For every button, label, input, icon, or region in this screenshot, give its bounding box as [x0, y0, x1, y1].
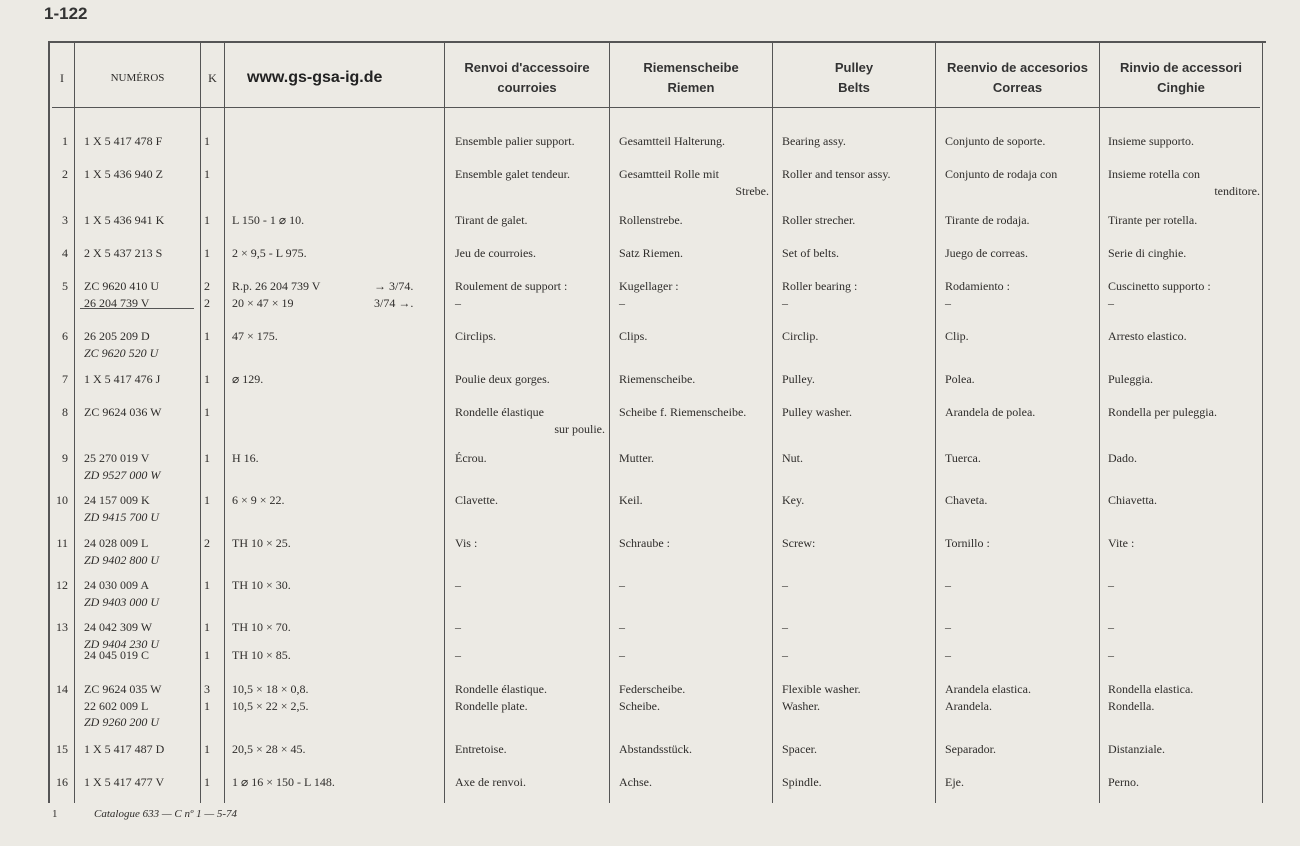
description-it: Dado. — [1108, 451, 1137, 465]
quantity: 1 — [204, 648, 210, 662]
description-es: Eje. — [945, 775, 964, 789]
description-es: Polea. — [945, 372, 975, 386]
description-en: Roller bearing : — [782, 279, 858, 293]
dimension-spec: 10,5 × 18 × 0,8. — [232, 682, 309, 696]
footer-page-number: 1 — [52, 808, 58, 820]
description-it: Perno. — [1108, 775, 1139, 789]
description-de: Kugellager : — [619, 279, 679, 293]
header-german-line1: Riemenscheibe — [643, 60, 739, 75]
description-es: Conjunto de soporte. — [945, 134, 1046, 148]
description-fr: Poulie deux gorges. — [455, 372, 550, 386]
row-index: 11 — [56, 536, 68, 550]
dimension-spec: 10,5 × 22 × 2,5. — [232, 698, 309, 713]
description-fr: Écrou. — [455, 451, 487, 465]
row-index: 4 — [62, 246, 68, 260]
footer — [52, 808, 238, 820]
description-it: – — [1108, 578, 1114, 592]
part-number: 24 042 309 W — [84, 620, 153, 634]
description-de: Abstandsstück. — [619, 742, 692, 756]
description-es: – — [945, 620, 951, 634]
quantity: 1 — [204, 213, 210, 227]
col-divider — [224, 43, 225, 803]
description-fr: Ensemble galet tendeur. — [455, 167, 570, 181]
description-en: Spacer. — [782, 742, 817, 756]
description-es: Arandela. — [945, 698, 992, 713]
col-divider — [935, 43, 936, 803]
part-number: ZC 9624 036 W — [84, 405, 162, 419]
description-it: – — [1108, 295, 1114, 310]
row-index: 9 — [62, 451, 68, 465]
page-number: 1-122 — [44, 4, 88, 23]
description-fr: Ensemble palier support. — [455, 134, 575, 148]
description-de: – — [619, 578, 625, 592]
description-fr: Clavette. — [455, 493, 498, 507]
row-index: 6 — [62, 329, 68, 343]
description-fr: Circlips. — [455, 329, 496, 343]
description-it: – — [1108, 648, 1114, 662]
dimension-spec: R.p. 26 204 739 V — [232, 279, 321, 293]
quantity: 1 — [204, 742, 210, 756]
part-number: ZC 9620 410 U — [84, 279, 159, 293]
description-it: tenditore. — [1214, 183, 1260, 198]
dimension-spec: TH 10 × 30. — [232, 578, 291, 592]
dimension-spec: 6 × 9 × 22. — [232, 493, 285, 507]
header-french-line2: courroies — [497, 80, 557, 95]
description-en: Roller strecher. — [782, 213, 856, 227]
row-index: 8 — [62, 405, 68, 419]
description-en: – — [782, 620, 788, 634]
table-right-border — [1262, 41, 1263, 803]
description-de: Gesamtteil Halterung. — [619, 134, 725, 148]
description-en: Pulley washer. — [782, 405, 852, 419]
description-it: Tirante per rotella. — [1108, 213, 1198, 227]
quantity: 2 — [204, 295, 210, 310]
header-col-i: I — [60, 70, 64, 85]
quantity: 1 — [204, 246, 210, 260]
dimension-spec: H 16. — [232, 451, 259, 465]
header-col-english — [773, 50, 935, 106]
header-col-numeros: NUMÉROS — [110, 72, 165, 84]
description-it: Rondella per puleggia. — [1108, 405, 1217, 419]
header-col-spanish — [936, 50, 1099, 106]
dimension-spec: 1 ⌀ 16 × 150 - L 148. — [232, 775, 335, 789]
part-number: ZD 9527 000 W — [84, 467, 161, 482]
part-number: 1 X 5 436 941 K — [84, 213, 165, 227]
description-fr: Vis : — [455, 536, 478, 550]
quantity: 1 — [204, 134, 210, 148]
col-divider — [1099, 43, 1100, 803]
part-number: 1 X 5 417 478 F — [84, 134, 163, 148]
part-number: 1 X 5 436 940 Z — [84, 167, 163, 181]
description-de: Achse. — [619, 775, 652, 789]
row-index: 12 — [56, 578, 68, 592]
header-col-italian — [1100, 50, 1262, 106]
description-de: Scheibe. — [619, 698, 660, 713]
description-es: Chaveta. — [945, 493, 988, 507]
header-col-french — [445, 50, 609, 106]
description-de: Riemenscheibe. — [619, 372, 696, 386]
description-fr: – — [455, 578, 461, 592]
description-es: Rodamiento : — [945, 279, 1010, 293]
dimension-spec: 2 × 9,5 - L 975. — [232, 246, 307, 260]
dimension-spec: TH 10 × 25. — [232, 536, 291, 550]
header-col-german — [610, 50, 772, 106]
description-fr: Roulement de support : — [455, 279, 568, 293]
part-number: ZD 9404 230 U — [84, 636, 160, 651]
description-en: – — [782, 295, 788, 310]
description-en: Nut. — [782, 451, 803, 465]
description-fr: Rondelle élastique. — [455, 682, 547, 696]
description-en: Washer. — [782, 698, 821, 713]
description-de: Keil. — [619, 493, 643, 507]
quantity: 1 — [204, 167, 210, 181]
description-en: Flexible washer. — [782, 682, 861, 696]
quantity: 1 — [204, 698, 210, 713]
description-de: Rollenstrebe. — [619, 213, 683, 227]
description-en: Circlip. — [782, 329, 819, 343]
row-index: 10 — [56, 493, 68, 507]
part-number: 26 205 209 D — [84, 329, 150, 343]
description-es: Clip. — [945, 329, 969, 343]
part-number: ZD 9260 200 U — [84, 715, 160, 729]
col-divider — [74, 43, 75, 803]
description-fr: Tirant de galet. — [455, 213, 528, 227]
description-en: Roller and tensor assy. — [782, 167, 891, 181]
description-de: Clips. — [619, 329, 648, 343]
header-col-k: K — [208, 70, 217, 85]
description-de: Scheibe f. Riemenscheibe. — [619, 405, 747, 419]
description-de: Schraube : — [619, 536, 670, 550]
part-number: 22 602 009 L — [84, 698, 149, 713]
description-es: Arandela de polea. — [945, 405, 1036, 419]
description-fr: – — [455, 648, 461, 662]
header-spanish-line2: Correas — [992, 80, 1043, 95]
header-italian-line2: Cinghie — [1157, 80, 1205, 95]
description-es: Tuerca. — [945, 451, 981, 465]
description-en: Spindle. — [782, 775, 822, 789]
dimension-spec: 20 × 47 × 19 — [232, 295, 294, 310]
description-en: Set of belts. — [782, 246, 839, 260]
description-de: – — [619, 648, 625, 662]
date-arrow: → 3/74. — [374, 279, 414, 293]
description-es: Tornillo : — [945, 536, 990, 550]
row-index: 7 — [62, 372, 68, 386]
part-number: 2 X 5 437 213 S — [84, 246, 163, 260]
dimension-spec: ⌀ 129. — [232, 372, 264, 386]
description-de: Satz Riemen. — [619, 246, 683, 260]
description-fr: Rondelle élastique — [455, 405, 544, 419]
col-divider — [200, 43, 201, 803]
description-es: – — [945, 578, 951, 592]
quantity: 1 — [204, 451, 210, 465]
description-en: Pulley. — [782, 372, 815, 386]
col-divider — [609, 43, 610, 803]
description-de: – — [619, 295, 625, 310]
header-french-line1: Renvoi d'accessoire — [464, 60, 590, 75]
description-it: Rondella elastica. — [1108, 682, 1194, 696]
part-number: 1 X 5 417 487 D — [84, 742, 165, 756]
part-number: 25 270 019 V — [84, 451, 150, 465]
row-index: 5 — [62, 279, 68, 293]
description-de: Strebe. — [735, 183, 769, 198]
header-spanish-line1: Reenvio de accesorios — [947, 60, 1088, 75]
col-divider — [772, 43, 773, 803]
description-es: Tirante de rodaja. — [945, 213, 1030, 227]
description-en: – — [782, 578, 788, 592]
description-es: Arandela elastica. — [945, 682, 1031, 696]
col-divider — [444, 43, 445, 803]
quantity: 1 — [204, 620, 210, 634]
dimension-spec: TH 10 × 85. — [232, 648, 291, 662]
description-it: Distanziale. — [1108, 742, 1165, 756]
description-fr: Axe de renvoi. — [455, 775, 526, 789]
dimension-spec: TH 10 × 70. — [232, 620, 291, 634]
description-es: – — [945, 648, 951, 662]
description-it: Rondella. — [1108, 698, 1155, 713]
quantity: 1 — [204, 775, 210, 789]
description-de: Gesamtteil Rolle mit — [619, 167, 719, 181]
description-it: Cuscinetto supporto : — [1108, 279, 1211, 293]
description-it: Insieme supporto. — [1108, 134, 1194, 148]
description-fr: – — [455, 295, 461, 310]
description-it: Serie di cinghie. — [1108, 246, 1187, 260]
part-number: ZD 9415 700 U — [84, 509, 160, 524]
date-arrow: 3/74 →. — [374, 295, 414, 310]
description-fr: Jeu de courroies. — [455, 246, 536, 260]
dimension-spec: 20,5 × 28 × 45. — [232, 742, 306, 756]
description-it: Puleggia. — [1108, 372, 1153, 386]
part-number: 24 030 009 A — [84, 578, 150, 592]
quantity: 3 — [204, 682, 210, 696]
description-fr: Entretoise. — [455, 742, 507, 756]
description-it: – — [1108, 620, 1114, 634]
quantity: 1 — [204, 329, 210, 343]
row-index: 2 — [62, 167, 68, 181]
row-index: 3 — [62, 213, 68, 227]
description-it: Vite : — [1108, 536, 1135, 550]
quantity: 2 — [204, 279, 210, 293]
description-it: Insieme rotella con — [1108, 167, 1200, 181]
website-label: www.gs-gsa-ig.de — [247, 69, 383, 86]
description-en: Bearing assy. — [782, 134, 846, 148]
part-number: 24 045 019 C — [84, 648, 150, 662]
part-number: 1 X 5 417 476 J — [84, 372, 161, 386]
header-italian-line1: Rinvio de accessori — [1119, 60, 1243, 75]
description-es: Juego de correas. — [945, 246, 1028, 260]
description-de: Federscheibe. — [619, 682, 686, 696]
row-index: 16 — [56, 775, 68, 789]
quantity: 1 — [204, 372, 210, 386]
part-number: ZD 9403 000 U — [84, 594, 160, 609]
description-en: – — [782, 648, 788, 662]
header-german-line2: Riemen — [667, 80, 715, 95]
part-number: ZC 9624 035 W — [84, 682, 162, 696]
dimension-spec: 47 × 175. — [232, 329, 278, 343]
footer-catalogue-ref: Catalogue 633 — C nº 1 — 5-74 — [94, 808, 238, 820]
part-number: 26 204 739 V — [84, 295, 150, 310]
dimension-spec: L 150 - 1 ⌀ 10. — [232, 213, 305, 227]
row-index: 1 — [62, 134, 68, 148]
part-number: 1 X 5 417 477 V — [84, 775, 165, 789]
header-english-line2: Belts — [838, 80, 870, 95]
description-fr: sur poulie. — [554, 421, 605, 436]
description-fr: – — [455, 620, 461, 634]
row-index: 13 — [56, 620, 68, 634]
description-de: – — [619, 620, 625, 634]
quantity: 1 — [204, 405, 210, 419]
part-number: 24 157 009 K — [84, 493, 150, 507]
row-index: 14 — [56, 682, 68, 696]
description-fr: Rondelle plate. — [455, 698, 528, 713]
row-index: 15 — [56, 742, 68, 756]
quantity: 1 — [204, 493, 210, 507]
description-es: Conjunto de rodaja con — [945, 167, 1058, 181]
description-de: Mutter. — [619, 451, 654, 465]
description-en: Screw: — [782, 536, 816, 550]
table-top-border — [48, 41, 1266, 43]
description-en: Key. — [782, 493, 805, 507]
description-it: Chiavetta. — [1108, 493, 1157, 507]
description-it: Arresto elastico. — [1108, 329, 1187, 343]
part-number: ZD 9402 800 U — [84, 552, 160, 567]
description-es: – — [945, 295, 951, 310]
header-bottom-rule — [52, 107, 1260, 108]
description-es: Separador. — [945, 742, 996, 756]
part-number: ZC 9620 520 U — [84, 345, 159, 360]
header-english-line1: Pulley — [834, 60, 874, 75]
quantity: 2 — [204, 536, 210, 550]
quantity: 1 — [204, 578, 210, 592]
part-number: 24 028 009 L — [84, 536, 149, 550]
